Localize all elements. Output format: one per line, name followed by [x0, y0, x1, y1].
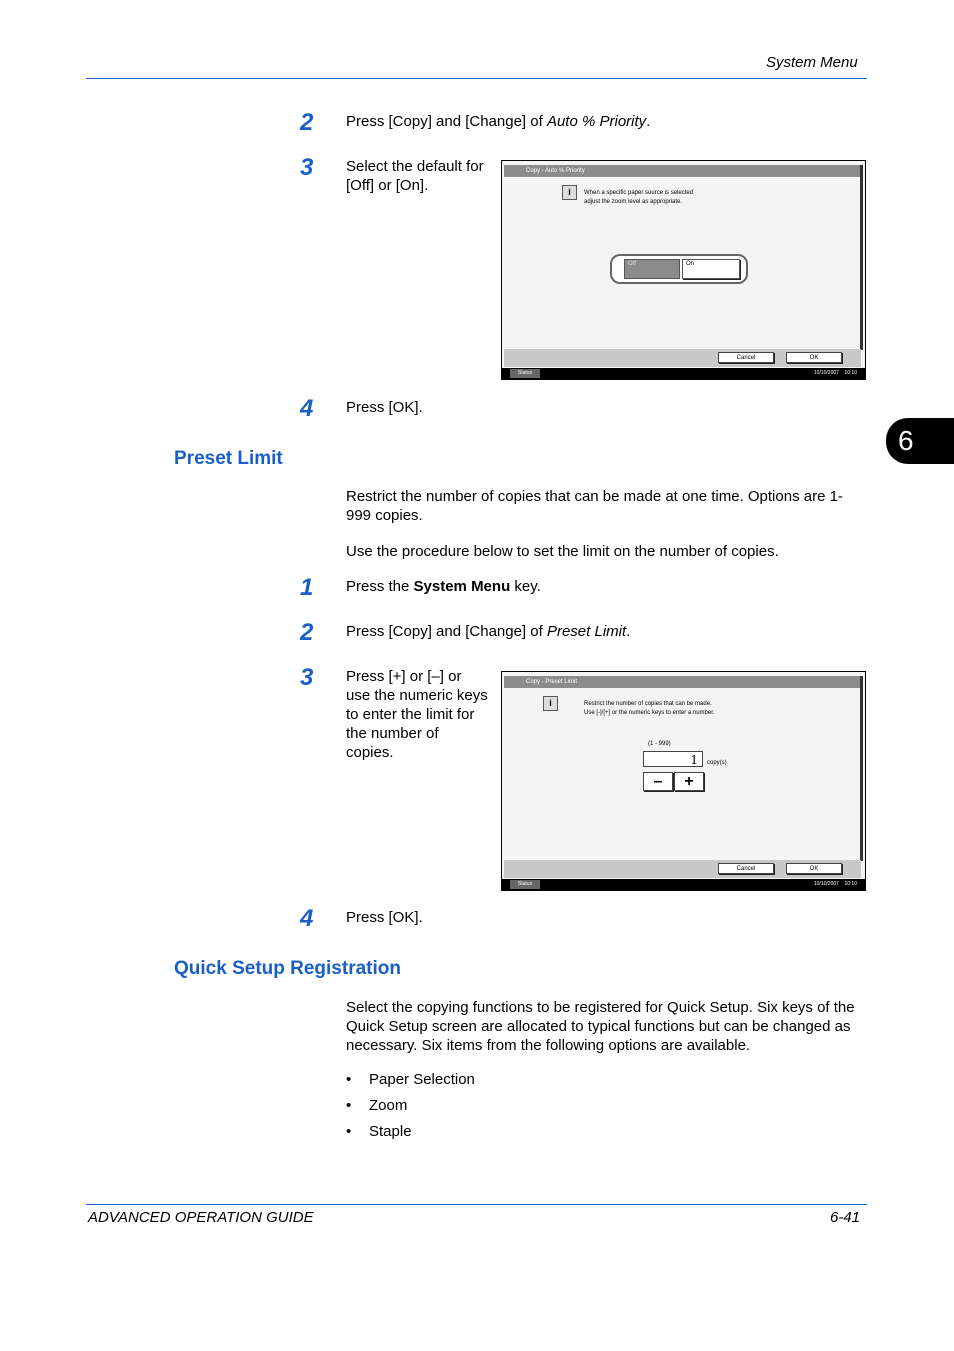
- list-item: Staple: [369, 1123, 412, 1140]
- step-number: 1: [300, 574, 314, 601]
- bullet-marker: •: [346, 1071, 352, 1088]
- range-label: (1 - 999): [648, 741, 671, 747]
- step-text-part: .: [626, 623, 631, 640]
- info-icon: i: [562, 185, 577, 200]
- step-text: Select the default for [Off] or [On].: [346, 158, 484, 194]
- plus-button[interactable]: +: [674, 772, 704, 791]
- status-bar: [502, 879, 865, 890]
- time: 10:10: [844, 881, 857, 887]
- step-text-part: Press the: [346, 578, 414, 595]
- step-number: 2: [300, 109, 314, 136]
- date: 10/10/2007: [813, 370, 839, 376]
- cancel-button[interactable]: Cancel: [718, 352, 774, 363]
- bullet-marker: •: [346, 1123, 352, 1140]
- screen-scroll-edge: [860, 676, 863, 861]
- step-number: 3: [300, 664, 314, 691]
- status-button[interactable]: Status: [510, 880, 540, 889]
- message-line: adjust the zoom level as appropriate.: [584, 199, 683, 205]
- step-text-part: .: [646, 113, 651, 130]
- unit-label: copy(s): [707, 760, 727, 766]
- footer-rule: [86, 1204, 867, 1205]
- on-button[interactable]: On: [682, 259, 740, 279]
- screen-scroll-edge: [860, 165, 863, 350]
- step-number: 2: [300, 619, 314, 646]
- screen-title: Copy - Auto % Priority: [504, 165, 861, 177]
- screen-message: [584, 700, 715, 718]
- step-text-italic: Auto % Priority: [546, 113, 647, 130]
- step-text-italic: Preset Limit: [546, 623, 627, 640]
- step-text: [346, 577, 541, 596]
- step-text: [346, 622, 630, 641]
- step-number: 4: [300, 905, 314, 932]
- message-line: Use [-]/[+] or the numeric keys to enter a number.: [584, 710, 715, 716]
- auto-priority-screen: [501, 160, 866, 380]
- status-bar: [502, 368, 865, 379]
- ok-button[interactable]: OK: [786, 863, 842, 874]
- message-line: When a specific paper source is selected: [584, 190, 694, 196]
- date: 10/10/2007: [813, 881, 839, 887]
- off-on-toggle-group: [610, 254, 748, 284]
- footer-guide-title: ADVANCED OPERATION GUIDE: [88, 1209, 314, 1226]
- date-time: [814, 879, 857, 890]
- step-text: Press [+] or [–] or use the numeric keys to enter the limit for the number of copies.: [346, 668, 488, 761]
- section-title: Quick Setup Registration: [174, 958, 401, 979]
- cancel-button[interactable]: Cancel: [718, 863, 774, 874]
- message-line: Restrict the number of copies that can be made.: [584, 701, 712, 707]
- off-button[interactable]: Off: [624, 259, 680, 279]
- step-number: 3: [300, 154, 314, 181]
- section-title: Preset Limit: [174, 448, 283, 469]
- chapter-tab: 6: [886, 418, 954, 464]
- paragraph: Use the procedure below to set the limit on the number of copies.: [346, 543, 779, 560]
- page-number: 6-41: [830, 1209, 861, 1226]
- bullet-marker: •: [346, 1097, 352, 1114]
- status-button[interactable]: Status: [510, 369, 540, 378]
- step-text-part: Press [Copy] and [Change] of: [346, 623, 547, 640]
- step-text: Press [OK].: [346, 909, 423, 926]
- running-header: System Menu: [766, 54, 858, 71]
- step-text-part: Press [Copy] and [Change] of: [346, 113, 547, 130]
- step-number: 4: [300, 395, 314, 422]
- step-text: [346, 112, 650, 131]
- paragraph: Restrict the number of copies that can be made at one time. Options are 1-999 copies.: [346, 488, 843, 524]
- list-item: Paper Selection: [369, 1071, 475, 1088]
- minus-button[interactable]: –: [643, 772, 673, 791]
- screen-title: Copy - Preset Limit: [504, 676, 861, 688]
- copies-input[interactable]: 1: [643, 751, 703, 767]
- step-text-part: key.: [510, 578, 541, 595]
- step-text: Press [OK].: [346, 399, 423, 416]
- paragraph: Select the copying functions to be registered for Quick Setup. Six keys of the Quick Setup screen are allocated to typical functions but can be changed as necessary. Six items from the following options are available.: [346, 999, 855, 1054]
- header-rule: [86, 78, 867, 79]
- ok-button[interactable]: OK: [786, 352, 842, 363]
- screen-message: [584, 189, 693, 207]
- date-time: [814, 368, 857, 379]
- time: 10:10: [844, 370, 857, 376]
- preset-limit-screen: [501, 671, 866, 891]
- step-text-bold: System Menu: [413, 578, 511, 595]
- info-icon: i: [543, 696, 558, 711]
- list-item: Zoom: [369, 1097, 408, 1114]
